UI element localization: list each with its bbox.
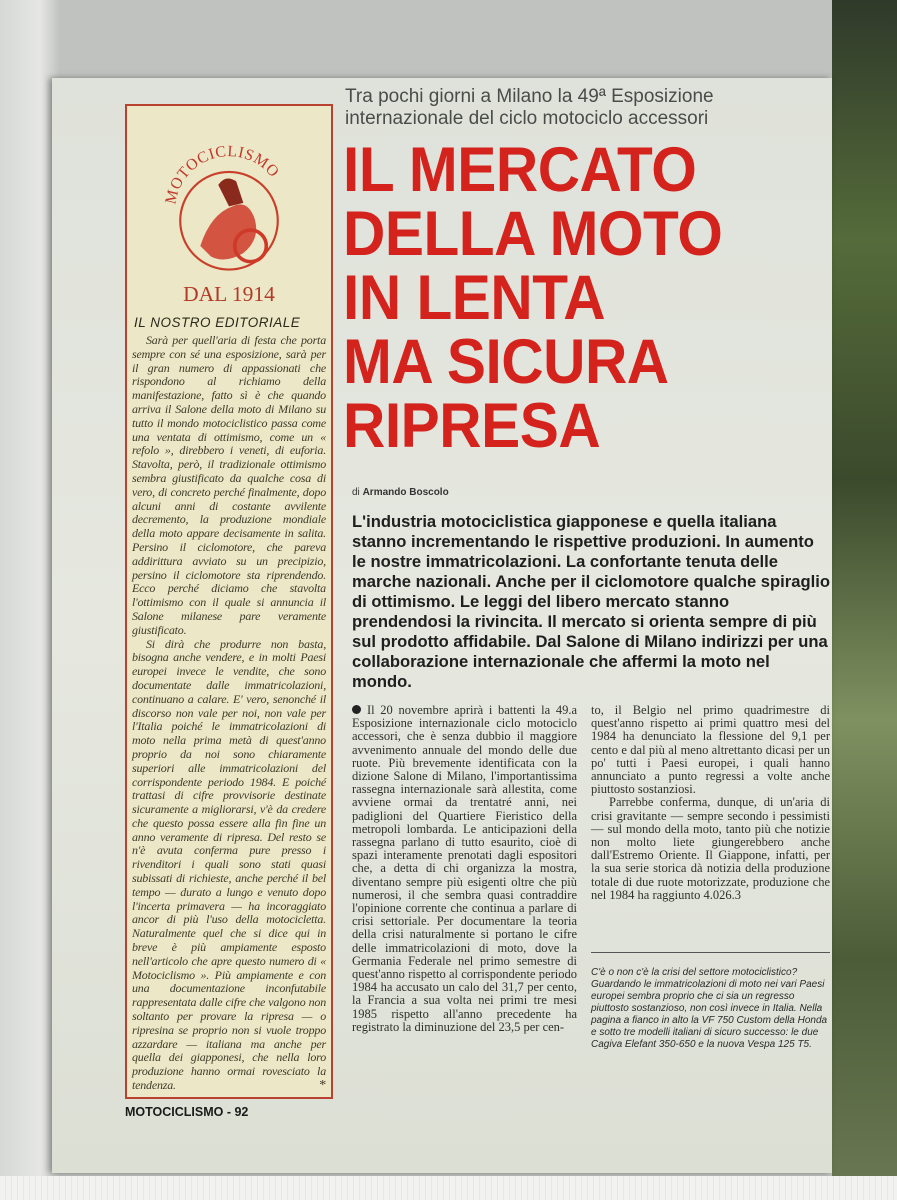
- editorial-paragraph: Si dirà che produrre non basta, bisogna anche vendere, e in molti Paesi europei invece le vendite, che sono documentate dalle immatricolazioni, continuano a calare. E' vero, senonché il discorso non vale per noi, non vale per l'Italia poiché le immatricolazioni di moto nella prima metà di quest'anno proprio da noi sono chiaramente superiori alle immatricolazioni del corrispondente periodo 1984. E poiché trattasi di cifre provvisorie destinate sicuramente a migliorarsi, v'è da credere che questo possa essere alla fin fine un anno veramente di ripresa. Del resto se n'è avuta conferma pure presso i rivenditori i quali sono stati quasi subissati di richieste, anche perché il bel tempo — durato a lungo e venuto dopo l'incerta primavera — ha incoraggiato ancor di più l'uso della motocicletta. Naturalmente quel che si dice qui in breve è più ampiamente esposto nell'articolo che apre questo numero di « Motociclismo ». Più ampiamente e con una documentazione inconfutabile rappresentata dalle cifre che valgono non soltanto per provare la ripresa — o ripresina se proprio non si vuole troppo azzardare — italiana ma anche per quella dei giapponesi, che nella loro produzione hanno ormai rovesciato la tendenza.: [132, 636, 326, 1093]
- body-text: to, il Belgio nel primo quadrimestre di quest'anno rispetto ai primi quattro mesi del 1984 ha denunciato la flessione del 9,1 per cento e dal più al meno altrettanto dicasi per un po' tutti i Paesi europei, i quali hanno annunciato a punto regressi a volte anche piuttosto sostanziosi.: [591, 703, 830, 797]
- facing-page-photo: [832, 0, 897, 1200]
- article-main: [352, 512, 830, 1051]
- editorial-text: [132, 334, 326, 1093]
- body-column-2: [591, 704, 830, 1051]
- end-mark: *: [319, 1078, 326, 1094]
- headline-line: RIPRESA: [343, 391, 601, 461]
- lead-paragraph: L'industria motociclistica giapponese e quella italiana stanno incrementando le rispettive produzioni. In aumento le nostre immatricolazioni. La confortante tenuta delle marche nazionali. Anche per il ciclomotore qualche spiraglio di ottimismo. Le leggi del libero mercato stanno prendendosi la rivincita. Il mercato si orienta sempre di più sul prodotto affidabile. Dal Salone di Milano indirizzi per una collaborazione internazionale che affermi la moto nel mondo.: [352, 512, 830, 691]
- article-columns: [352, 704, 830, 1051]
- photo-caption: C'è o non c'è la crisi del settore motociclistico? Guardando le immatricolazioni di moto nei vari Paesi europei sembra proprio che ci sia un regresso piuttosto sostanzioso, non così invece in Italia. Nella pagina a fianco in alto la VF 750 Custom della Honda e sotto tre modelli italiani di sicuro successo: le due Cagiva Elefant 350-650 e la nuova Vespa 125 T5.: [591, 967, 828, 1051]
- subtitle: Tra pochi giorni a Milano la 49ª Esposizione internazionale del ciclo motociclo accessori: [345, 86, 714, 129]
- svg-text:MOTOCICLISMO: MOTOCICLISMO: [162, 143, 283, 206]
- svg-text:DAL 1914: DAL 1914: [183, 282, 275, 307]
- body-text: Il 20 novembre aprirà i battenti la 49.a Esposizione internazionale ciclo motociclo accessori, che è senza dubbio il maggiore avvenimento annuale del mondo delle due ruote. Più brevemente identificata con la dizione Salone di Milano, l'importantissima rassegna internazionale sarà allestita, come avviene ormai da trentatré anni, nei padiglioni del Quartiere Fieristico della metropoli lombarda. Le anticipazioni della rassegna parlano di tutto esaurito, cioè di spazi interamente prenotati dagli espositori che, a detta di chi organizza la mostra, diventano sempre più esigenti oltre che più numerosi, il che sembra quasi contraddire l'opinione corrente che continua a parlare di crisi settoriale. Per documentare la teoria della crisi naturalmente si portano le cifre delle immatricolazioni di moto, dove la Germania Federale nel primo semestre di quest'anno rispetto al corrispondente periodo 1984 ha accusato un calo del 31,7 per cento, la Francia a sua volta nei primi tre mesi 1985 rispetto all'anno precedente ha registrato la diminuzione del 23,5 per cen-: [352, 703, 577, 1034]
- headline-line: MA SICURA: [343, 327, 669, 397]
- page-footer: MOTOCICLISMO - 92: [125, 1104, 249, 1119]
- byline-prefix: di: [352, 487, 360, 498]
- editorial-box: [125, 104, 333, 1099]
- left-column: [125, 104, 333, 1120]
- headline-line: DELLA MOTO: [343, 199, 723, 269]
- headline: [343, 135, 789, 461]
- caption-divider: [591, 952, 830, 953]
- byline: [352, 487, 449, 499]
- editorial-title: IL NOSTRO EDITORIALE: [134, 315, 301, 330]
- editorial-paragraph: Sarà per quell'aria di festa che porta sempre con sé una esposizione, sarà per il gran numero di appassionati che rispondono al richiamo della manifestazione, fatto sì è che quando arriva il Salone della moto di Milano su tutto il mondo motociclistico passa come una ventata di ottimismo, come un « refolo », direbbero i veneti, di euforia. Stavolta, però, il tradizionale ottimismo sembra giustificato da qualche cosa di vero, di concreto perché finalmente, dopo alcuni anni di costante avvilente decremento, la produzione mondiale della moto appare decisamente in salita. Persino il ciclomotore, che pareva addirittura avviato su un precipizio, persino il ciclomotore sta riprendendo. Ecco perché diciamo che stavolta l'ottimismo con il quale si annuncia il Salone milanese pare veramente giustificato.: [132, 333, 326, 637]
- body-column-1: [352, 704, 577, 1034]
- body-text: Parrebbe conferma, dunque, di un'aria di crisi gravitante — sempre secondo i pessimisti — sul mondo della moto, tanto più che notizie non molto liete giungerebbero anche dall'Estremo Oriente. Il Giappone, infatti, per la sua serie storica dà notizia della produzione totale di due ruote motorizzate, produzione che nel 1984 ha raggiunto 4.026.3: [591, 795, 830, 902]
- tablecloth: [0, 1176, 897, 1200]
- headline-line: IN LENTA: [343, 263, 606, 333]
- byline-author: Armando Boscolo: [362, 487, 449, 498]
- motociclismo-logo: [132, 106, 326, 314]
- bullet-icon: [352, 705, 361, 714]
- headline-line: IL MERCATO: [343, 135, 697, 205]
